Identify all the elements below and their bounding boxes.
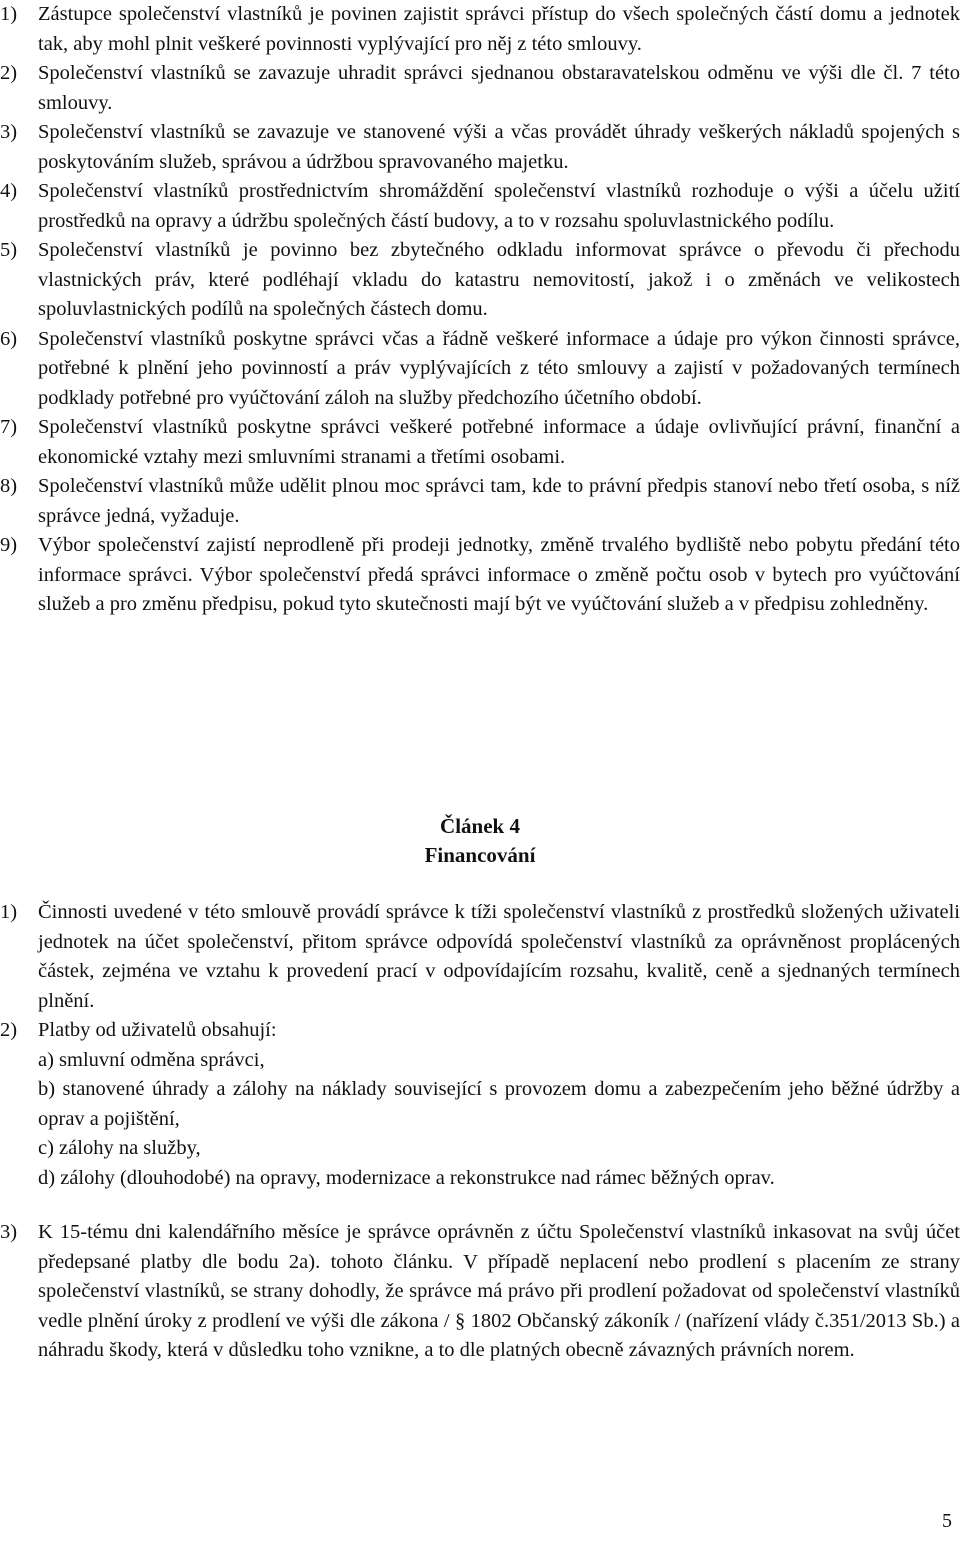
list-item xyxy=(0,1016,960,1193)
item-text: Společenství vlastníků se zavazuje uhradit správci sjednanou obstaravatelskou odměnu ve výši dle čl. 7 této smlouvy. xyxy=(38,62,960,114)
payment-terms xyxy=(0,1218,960,1366)
item-text: Společenství vlastníků prostřednictvím shromáždění společenství vlastníků rozhoduje o výši a účelu užití prostředků na opravy a údržbu společných částí budovy, a to v rozsahu spoluvlastnického podílu. xyxy=(38,180,960,232)
item-text: Společenství vlastníků může udělit plnou moc správci tam, kde to právní předpis stanoví nebo třetí osoba, s níž správce jedná, vyžaduje. xyxy=(38,475,960,527)
obligations-list xyxy=(0,0,960,620)
list-item xyxy=(0,0,960,59)
item-number: 4) xyxy=(0,180,18,202)
sub-item: d) zálohy (dlouhodobé) na opravy, modernizace a rekonstrukce nad rámec běžných oprav. xyxy=(38,1166,775,1189)
item-number: 3) xyxy=(0,121,18,143)
item-number: 2) xyxy=(0,1019,18,1041)
article-title: Článek 4 xyxy=(440,814,520,838)
item-number: 5) xyxy=(0,239,18,261)
item-number: 1) xyxy=(0,3,18,25)
item-text: Společenství vlastníků se zavazuje ve stanovené výši a včas provádět úhrady veškerých nákladů spojených s poskytováním služeb, správou a údržbou spravovaného majetku. xyxy=(38,121,960,173)
list-item xyxy=(0,177,960,236)
list-item xyxy=(0,118,960,177)
financing-list xyxy=(0,898,960,1193)
item-text: Výbor společenství zajistí neprodleně při prodeji jednotky, změně trvalého bydliště nebo pobytu předání této informace správci. Výbor společenství předá správci informace o změně počtu osob v bytech pro vyúčtování služeb a pro změnu předpisu, pokud tyto skutečnosti mají být ve vyúčtování služeb a v předpisu zohledněny. xyxy=(38,534,960,615)
item-number: 1) xyxy=(0,901,18,923)
sub-item: a) smluvní odměna správci, xyxy=(38,1048,265,1071)
item-text: Společenství vlastníků poskytne správci včas a řádně veškeré informace a údaje pro výkon činnosti správce, potřebné k plnění jeho povinností a práv vyplývajících z této smlouvy a zajistí v požadovaných termínech podklady potřebné pro vyúčtování záloh na služby předchozího účetního období. xyxy=(38,327,960,409)
item-number: 8) xyxy=(0,475,18,497)
item-number: 6) xyxy=(0,327,18,350)
sub-item: c) zálohy na služby, xyxy=(38,1137,201,1159)
list-item xyxy=(0,59,960,118)
item-number: 3) xyxy=(0,1221,18,1243)
list-item xyxy=(0,1218,960,1366)
sub-item: b) stanovené úhrady a zálohy na náklady související s provozem domu a zabezpečením jeho běžné údržby a oprav a pojištění, xyxy=(38,1078,960,1130)
item-text: Společenství vlastníků poskytne správci veškeré potřebné informace a údaje ovlivňující právní, finanční a ekonomické vztahy mezi smluvními stranami a třetími osobami. xyxy=(38,416,960,468)
list-item xyxy=(0,325,960,414)
item-number: 2) xyxy=(0,62,18,84)
item-text: Společenství vlastníků je povinno bez zbytečného odkladu informovat správce o převodu či přechodu vlastnických práv, které podléhají vkladu do katastru nemovitostí, jakož i o změnách ve velikostech spoluvlastnických podílů na společných částech domu. xyxy=(38,239,960,320)
list-item xyxy=(0,236,960,325)
list-item xyxy=(0,531,960,620)
list-item xyxy=(0,472,960,531)
item-number: 7) xyxy=(0,416,18,438)
item-text: Platby od uživatelů obsahují: xyxy=(38,1019,277,1041)
item-number: 9) xyxy=(0,534,18,556)
item-text: Činnosti uvedené v této smlouvě provádí správce k tíži společenství vlastníků z prostředků složených uživateli jednotek na účet společenství, přitom správce odpovídá společenství vlastníků za oprávněnost proplácených částek, zejména ve vztahu k provedení prací v odpovídajícím rozsahu, kvalitě, ceně a sjednaných termínech plnění. xyxy=(38,901,960,1012)
item-text: Zástupce společenství vlastníků je povinen zajistit správci přístup do všech společných částí domu a jednotek tak, aby mohl plnit veškeré povinnosti vyplývající pro něj z této smlouvy. xyxy=(38,3,960,55)
article-subtitle: Financování xyxy=(424,843,536,867)
list-item xyxy=(0,898,960,1016)
list-item xyxy=(0,413,960,472)
page-number: 5 xyxy=(942,1510,952,1532)
item-text: K 15-tému dni kalendářního měsíce je správce oprávněn z účtu Společenství vlastníků inkasovat na svůj účet předepsané platby dle bodu 2a). tohoto článku. V případě neplacení nebo prodlení s placením ze strany společenství vlastníků, se strany dohodly, že správce má právo při prodlení požadovat od společenství vlastníků vedle plnění úroky z prodlení ve výši dle zákona / § 1802 Občanský zákoník / (nařízení vlády č.351/2013 Sb.) a náhradu škody, která v důsledku toho vznikne, a to dle platných obecně závazných právních norem. xyxy=(38,1221,960,1361)
